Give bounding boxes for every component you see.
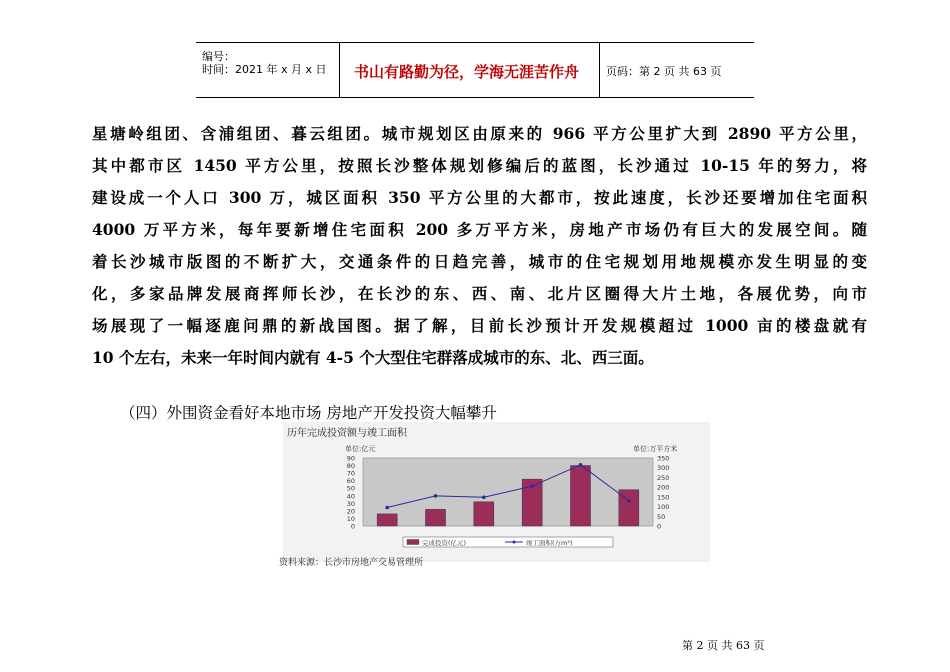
chart-title: 历年完成投资额与竣工面积 [287, 428, 407, 439]
body-line: 着长沙城市版图的不断扩大，交通条件的日趋完善，城市的住宅规划用地规模亦发生明显的变 [92, 252, 867, 271]
page-code: 页码：第 2 页 共 63 页 [606, 65, 722, 78]
line-point [385, 506, 389, 510]
bar [571, 466, 591, 526]
legend-bar-swatch [407, 540, 419, 545]
left-tick-label: 90 [346, 454, 355, 463]
line-point [530, 484, 534, 488]
left-tick-label: 60 [346, 477, 355, 486]
body-paragraph [92, 118, 867, 374]
body-line: 4000 万平方米，每年要新增住宅面积 200 多万平方米，房地产市场仍有巨大的发展空间。随 [92, 220, 867, 239]
chart-source: 资料来源：长沙市房地产交易管理所 [279, 558, 424, 568]
right-unit-label: 单位:万平方米 [633, 445, 678, 453]
left-unit-label: 单位:亿元 [345, 445, 376, 453]
legend-bar-label: 完成投资(亿元) [422, 539, 467, 547]
body-line: 其中都市区 1450 平方公里，按照长沙整体规划修编后的蓝图，长沙通过 10-15 年的努力，将 [92, 156, 867, 175]
legend-line-marker [513, 541, 516, 544]
header-table [196, 42, 754, 98]
right-tick-label: 250 [657, 473, 670, 482]
left-tick-label: 0 [350, 522, 355, 531]
bar [426, 509, 446, 526]
left-tick-label: 20 [346, 507, 355, 516]
time-label: 时间：2021 年 x 月 x 日 [202, 63, 327, 76]
body-line: 场展现了一幅逐鹿问鼎的新战国图。据了解，目前长沙预计开发规模超过 1000 亩的楼盘就有 [92, 316, 867, 335]
body-line: 建设成一个人口 300 万，城区面积 350 平方公里的大都市，按此速度，长沙还要增加住宅面积 [92, 188, 867, 207]
number-label: 编号： [202, 50, 235, 63]
right-tick-label: 350 [657, 454, 670, 463]
bar [474, 502, 494, 526]
left-tick-label: 50 [346, 484, 355, 493]
right-tick-label: 300 [657, 464, 670, 473]
right-tick-label: 100 [657, 503, 670, 512]
right-tick-label: 150 [657, 493, 670, 502]
left-tick-label: 40 [346, 492, 355, 501]
investment-chart [283, 422, 710, 562]
right-tick-label: 0 [657, 522, 662, 531]
page-footer: 第 2 页 共 63 页 [682, 639, 765, 652]
bar [377, 514, 397, 526]
right-tick-label: 50 [657, 512, 666, 521]
body-line: 星塘岭组团、含浦组团、暮云组团。城市规划区由原来的 966 平方公里扩大到 2890 平方公里， [92, 124, 867, 143]
section-subheading: （四）外围资金看好本地市场 房地产开发投资大幅攀升 [120, 404, 497, 422]
left-tick-label: 30 [346, 499, 355, 508]
right-tick-label: 200 [657, 483, 670, 492]
body-line: 10 个左右，未来一年时间内就有 4-5 个大型住宅群落成城市的东、北、西三面。 [92, 348, 654, 367]
line-point [627, 499, 631, 503]
header-info [196, 43, 339, 97]
line-point [482, 495, 486, 499]
legend-line-label: 竣工面积(万m²) [526, 539, 573, 547]
line-point [579, 463, 583, 467]
left-tick-label: 70 [346, 469, 355, 478]
line-point [434, 494, 438, 498]
left-tick-label: 80 [346, 462, 355, 471]
left-tick-label: 10 [346, 514, 355, 523]
header-motto-cell [339, 43, 600, 97]
body-line: 化，多家品牌发展商挥师长沙，在长沙的东、西、南、北片区圈得大片土地，各展优势，向市 [92, 284, 867, 303]
motto: 书山有路勤为径，学海无涯苦作舟 [354, 63, 580, 81]
